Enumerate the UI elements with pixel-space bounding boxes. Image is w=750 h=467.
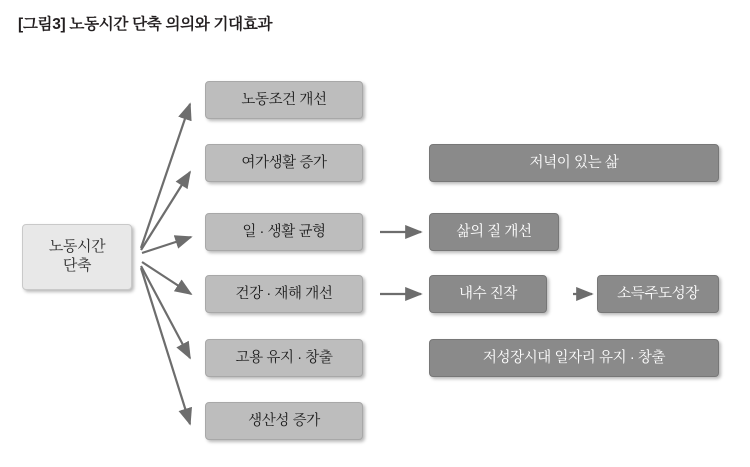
page-title: [그림3] 노동시간 단축 의의와 기대효과 (18, 16, 273, 33)
node-outcome-label: 소득주도성장 (617, 285, 699, 302)
node-branch-label: 일 · 생활 균형 (242, 223, 326, 240)
node-branch-label: 노동조건 개선 (241, 91, 327, 108)
node-root-line1: 노동시간 (48, 238, 106, 256)
node-outcome-quality-of-life (429, 213, 559, 251)
node-branch-label: 생산성 증가 (248, 412, 320, 429)
node-branch-work-life-balance (205, 213, 363, 251)
arrow-root-to-branch-4 (142, 262, 191, 294)
arrow-root-to-branch-6 (141, 268, 190, 424)
arrow-root-to-branch-5 (141, 266, 190, 358)
node-outcome-jobs-low-growth-era (429, 339, 719, 377)
arrow-root-to-branch-1 (141, 104, 190, 248)
node-branch-health-accident (205, 275, 363, 313)
node-outcome-label: 저녁이 있는 삶 (529, 154, 619, 171)
arrow-root-to-branch-2 (141, 172, 190, 250)
node-branch-label: 여가생활 증가 (241, 154, 327, 171)
node-branch-label: 고용 유지 · 창출 (235, 349, 333, 366)
node-outcome-domestic-demand (429, 275, 547, 313)
node-branch-leisure (205, 144, 363, 182)
node-branch-productivity (205, 402, 363, 440)
node-branch-label: 건강 · 재해 개선 (235, 285, 333, 302)
node-root (22, 224, 132, 290)
node-outcome-label: 내수 진작 (458, 285, 518, 302)
node-outcome-income-led-growth (597, 275, 719, 313)
node-outcome-label: 저성장시대 일자리 유지 · 창출 (482, 349, 666, 366)
node-root-line2: 단축 (62, 257, 92, 274)
node-branch-employment (205, 339, 363, 377)
node-branch-labor-conditions (205, 81, 363, 119)
node-outcome-label: 삶의 질 개선 (456, 223, 532, 240)
node-outcome-evening-life (429, 144, 719, 182)
arrow-root-to-branch-3 (142, 237, 191, 253)
